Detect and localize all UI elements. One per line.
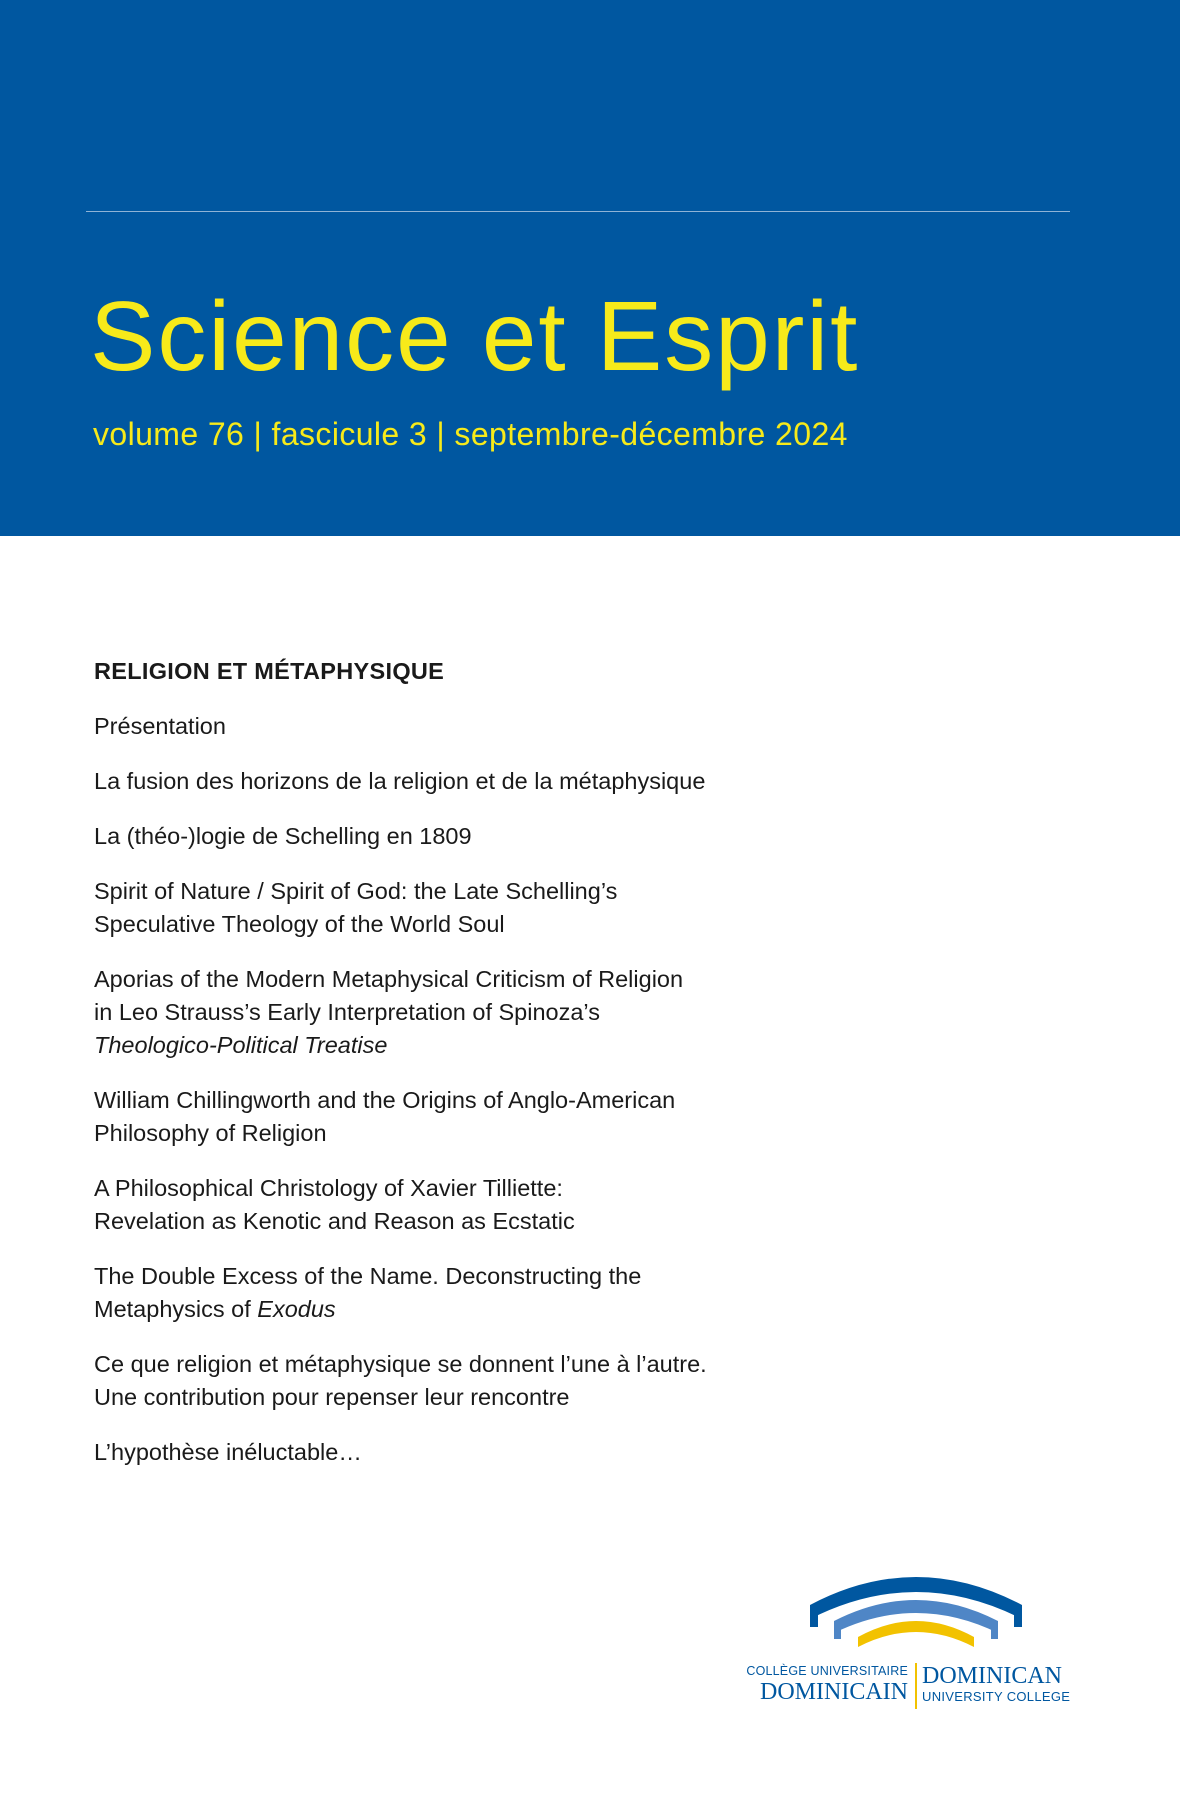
toc-entry-text: Philosophy of Religion — [94, 1120, 327, 1146]
section-heading: RELIGION ET MÉTAPHYSIQUE — [94, 658, 445, 684]
logo-right-small: UNIVERSITY COLLEGE — [922, 1689, 1071, 1704]
toc-entry-text: Speculative Theology of the World Soul — [94, 911, 505, 937]
cover-header — [0, 0, 1180, 536]
toc-entry-text: L’hypothèse inéluctable… — [94, 1439, 362, 1465]
issue-line: volume 76 | fascicule 3 | septembre-décembre 2024 — [93, 416, 848, 452]
toc-entry-text: Aporias of the Modern Metaphysical Criticism of Religion — [94, 966, 684, 992]
toc-entry-line — [94, 1348, 854, 1381]
toc-entry-text: A Philosophical Christology of Xavier Tilliette: — [94, 1175, 563, 1201]
toc-entry-text: Theologico-Political Treatise — [94, 1032, 388, 1058]
toc-entry — [94, 710, 854, 743]
toc-entry-line — [94, 1436, 854, 1469]
toc-entry-text: La fusion des horizons de la religion et de la métaphysique — [94, 768, 706, 794]
toc-entry-italic-text: Exodus — [257, 1296, 336, 1322]
toc-entry-line — [94, 875, 854, 908]
college-logo — [746, 1575, 1076, 1715]
toc-entry-text: Metaphysics of — [94, 1296, 258, 1322]
logo-left-big: DOMINICAIN — [760, 1679, 908, 1705]
toc-entry-text: Une contribution pour repenser leur rencontre — [94, 1384, 570, 1410]
toc-entry — [94, 963, 854, 1062]
toc-entry — [94, 875, 854, 941]
logo-right-big: DOMINICAN — [922, 1663, 1062, 1689]
logo-divider — [915, 1663, 917, 1709]
journal-title: Science et Esprit — [90, 281, 860, 391]
toc-entry-line — [94, 1293, 854, 1326]
toc-entry-text: The Double Excess of the Name. Deconstructing the — [94, 1263, 642, 1289]
toc-list — [94, 710, 854, 1469]
toc-entry-line — [94, 1029, 854, 1062]
arch-logo-icon — [806, 1575, 1026, 1655]
toc-entry-line — [94, 1260, 854, 1293]
logo-text-french — [746, 1663, 908, 1705]
toc-entry-text: Ce que religion et métaphysique se donnent l’une à l’autre. — [94, 1351, 707, 1377]
toc-entry-line — [94, 963, 854, 996]
logo-text-english — [922, 1663, 1070, 1705]
table-of-contents — [94, 655, 854, 1491]
toc-entry-line — [94, 1205, 854, 1238]
toc-entry — [94, 820, 854, 853]
toc-entry-line — [94, 710, 854, 743]
toc-entry-text: Spirit of Nature / Spirit of God: the Late Schelling’s — [94, 878, 618, 904]
toc-entry — [94, 1348, 854, 1414]
toc-entry-line — [94, 1084, 854, 1117]
toc-entry-text: La (théo-)logie de Schelling en 1809 — [94, 823, 472, 849]
logo-left-small: COLLÈGE UNIVERSITAIRE — [746, 1664, 908, 1678]
toc-entry-line — [94, 908, 854, 941]
toc-entry-line — [94, 1381, 854, 1414]
toc-entry — [94, 1260, 854, 1326]
toc-entry-text: in Leo Strauss’s Early Interpretation of Spinoza’s — [94, 999, 600, 1025]
toc-entry — [94, 1172, 854, 1238]
toc-entry — [94, 765, 854, 798]
toc-entry-text: Revelation as Kenotic and Reason as Ecstatic — [94, 1208, 575, 1234]
toc-entry — [94, 1436, 854, 1469]
toc-entry-text: Présentation — [94, 713, 226, 739]
toc-entry-line — [94, 996, 854, 1029]
toc-entry-line — [94, 820, 854, 853]
toc-entry-text: William Chillingworth and the Origins of Anglo-American — [94, 1087, 676, 1113]
toc-entry — [94, 1084, 854, 1150]
toc-entry-line — [94, 765, 854, 798]
header-rule — [86, 211, 1070, 212]
toc-entry-line — [94, 1172, 854, 1205]
toc-entry-line — [94, 1117, 854, 1150]
